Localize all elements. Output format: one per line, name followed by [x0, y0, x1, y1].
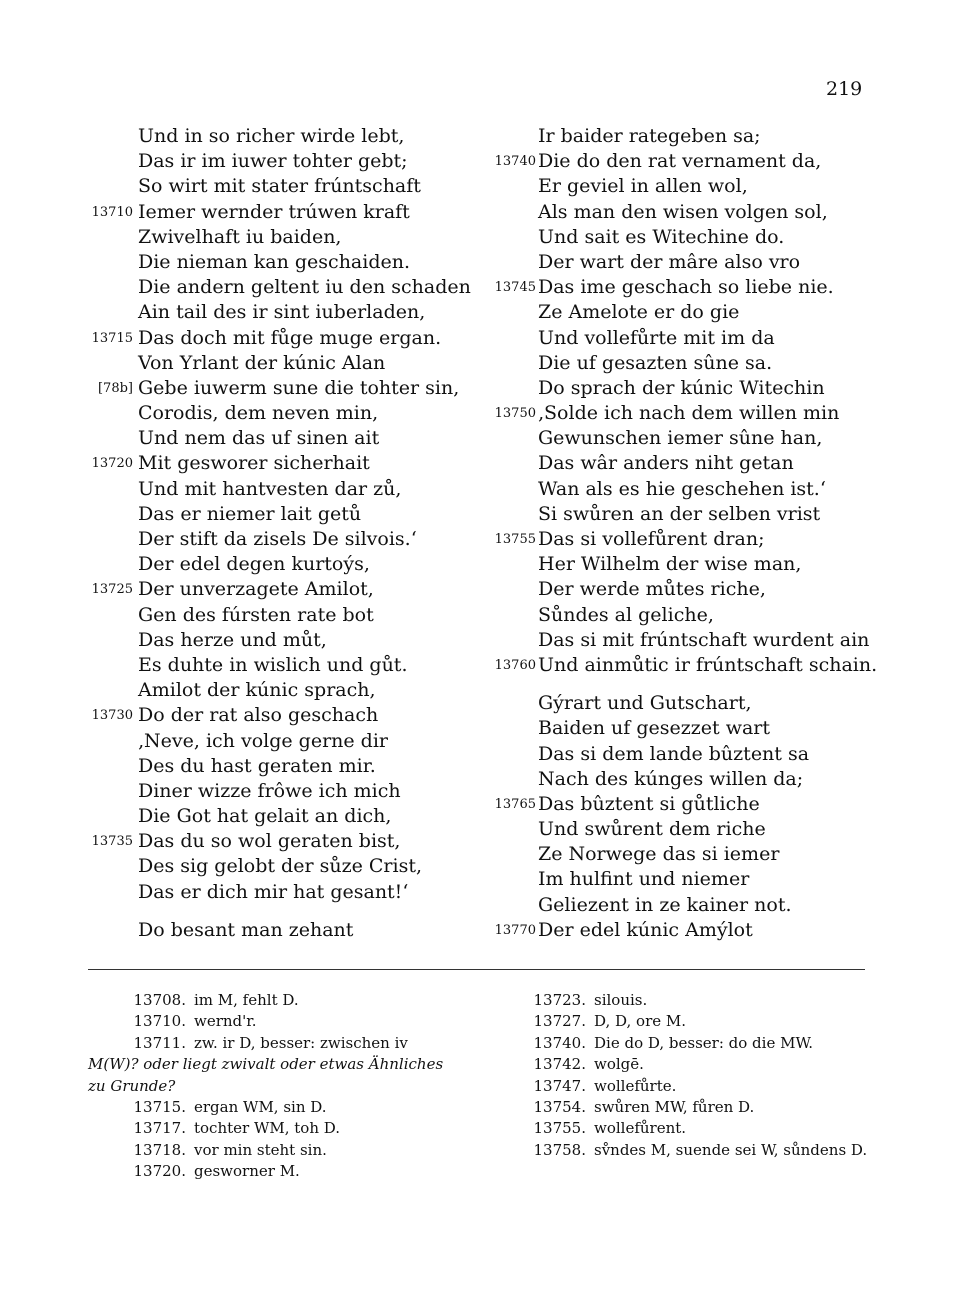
footnote-text: wolgē. — [594, 1055, 644, 1074]
verse-text: Das doch mit fůge muge ergan. — [138, 326, 442, 349]
footnote-entry — [88, 1011, 466, 1032]
verse-text: Ze Amelote er do gie — [538, 301, 740, 324]
verse-line — [480, 691, 960, 716]
verse-text: Und in so richer wirde lebt, — [138, 125, 405, 147]
line-number: [78b] — [97, 380, 133, 396]
footnote-entry — [490, 1033, 890, 1054]
verse-line — [480, 225, 960, 250]
verse-text: Das bûztent si gůtliche — [538, 792, 760, 815]
footnote-text: wollefůrent. — [594, 1119, 687, 1138]
verse-line — [480, 893, 960, 918]
verse-line — [0, 854, 480, 879]
verse-text: Die Got hat gelait an dich, — [138, 805, 392, 828]
verse-line — [0, 149, 480, 174]
footnote-line-ref: 13717. — [133, 1119, 186, 1138]
footnote-text: zw. ir D, besser: zwischen iv — [194, 1033, 408, 1052]
footnote-line-ref: 13718. — [133, 1140, 186, 1159]
verse-text: Das er niemer lait getů — [138, 502, 362, 525]
verse-text: Das ir im iuwer tohter gebt; — [138, 150, 408, 173]
verse-line — [0, 829, 480, 854]
footnote-text: sv̊ndes M, suende sei W, sůndens D. — [594, 1140, 868, 1159]
footnote-entry — [88, 1161, 466, 1182]
verse-line — [0, 451, 480, 476]
verse-line — [0, 351, 480, 376]
verse-line — [0, 124, 480, 149]
footnote-line-ref: 13711. — [133, 1033, 186, 1052]
verse-text: Das si vollefůrent dran; — [538, 528, 765, 550]
verse-line — [0, 376, 480, 401]
footnote-line-ref: 13710. — [133, 1012, 186, 1031]
verse-line — [480, 275, 960, 300]
verse-text: Der wart der mâre also vro — [538, 250, 801, 273]
verse-text: Das ime geschach so liebe nie. — [538, 276, 834, 299]
footnote-text: Die do D, besser: do die MW. — [594, 1033, 814, 1052]
verse-line — [0, 880, 480, 905]
footnote-entry — [88, 990, 466, 1011]
verse-text: Des du hast geraten mir. — [138, 754, 376, 777]
verse-line — [480, 351, 960, 376]
line-number: 13710 — [91, 204, 133, 220]
footnote-line-ref: 13715. — [133, 1098, 186, 1117]
verse-text: Do besant man zehant — [138, 918, 354, 941]
verse-text: Der edel kúnic Amýlot — [538, 918, 753, 941]
verse-line — [0, 527, 480, 552]
verse-text: Her Wilhelm der wise man, — [538, 553, 802, 576]
verse-line — [0, 918, 480, 943]
line-number: 13725 — [91, 582, 133, 598]
verse-line — [0, 275, 480, 300]
footnote-line-ref: 13740. — [533, 1033, 586, 1052]
verse-text: Si swůren an der selben vrist — [538, 502, 821, 525]
footnote-text: swůren MW, fůren D. — [594, 1098, 755, 1117]
line-number: 13735 — [91, 834, 133, 850]
verse-line — [480, 552, 960, 577]
verse-text: Und nem das uf sinen ait — [138, 427, 380, 450]
verse-text: Sůndes al geliche, — [538, 603, 714, 626]
verse-line — [480, 426, 960, 451]
verse-text: Und vollefůrte mit im da — [538, 326, 775, 349]
page-number: 219 — [826, 78, 863, 100]
verse-text: ‚Solde ich nach dem willen min — [538, 402, 840, 425]
verse-text: ‚Neve, ich volge gerne dir — [138, 729, 388, 752]
verse-text: Amilot der kúnic sprach, — [138, 679, 376, 702]
verse-line — [0, 703, 480, 728]
verse-text: Ain tail des ir sint iuberladen, — [138, 301, 426, 324]
verse-text: Der unverzagete Amilot, — [138, 578, 374, 601]
verse-line — [480, 477, 960, 502]
verse-text: Zwivelhaft iu baiden, — [138, 225, 342, 248]
verse-line — [480, 716, 960, 741]
verse-text: Das si dem lande bûztent sa — [538, 742, 810, 765]
verse-text: Baiden uf gesezzet wart — [538, 717, 771, 740]
verse-line — [480, 817, 960, 842]
verse-text: Gen des fúrsten rate bot — [138, 603, 374, 626]
verse-text: Ze Norwege das si iemer — [538, 843, 780, 866]
footnote-entry — [490, 1011, 890, 1032]
verse-text: Gewunschen iemer sûne han, — [538, 427, 823, 450]
verse-line — [480, 200, 960, 225]
verse-line — [480, 742, 960, 767]
verse-line — [480, 842, 960, 867]
verse-line — [480, 326, 960, 351]
verse-text: Das herze und můt, — [138, 628, 327, 651]
footnote-line-ref: 13755. — [533, 1119, 586, 1138]
footnote-line-ref: 13727. — [533, 1012, 586, 1031]
verse-text: Mit gesworer sicherhait — [138, 452, 370, 475]
verse-line — [480, 527, 960, 552]
verse-text: So wirt mit stater frúntschaft — [138, 175, 421, 198]
footnote-entry — [88, 1097, 466, 1118]
verse-line — [0, 678, 480, 703]
verse-line — [0, 729, 480, 754]
footnote-entry — [490, 1097, 890, 1118]
footnote-text: im M, fehlt D. — [194, 991, 299, 1009]
footnote-divider — [88, 969, 865, 970]
footnote-text: D, D, ore M. — [594, 1012, 687, 1031]
verse-line — [480, 577, 960, 602]
verse-text: Des sig gelobt der sůze Crist, — [138, 855, 422, 878]
verse-line — [0, 250, 480, 275]
verse-line — [0, 502, 480, 527]
verse-text: Es duhte in wislich und gůt. — [138, 653, 408, 676]
footnote-line-ref: 13708. — [133, 991, 186, 1009]
verse-line — [480, 502, 960, 527]
footnote-entry — [490, 1118, 890, 1139]
verse-text: Gýrart und Gutschart, — [538, 692, 752, 715]
verse-text: Die andern geltent iu den schaden — [138, 276, 471, 299]
verse-text: Das du so wol geraten bist, — [138, 830, 401, 853]
line-number: 13715 — [91, 330, 133, 346]
line-number: 13755 — [494, 532, 536, 547]
verse-text: Als man den wisen volgen sol, — [538, 200, 828, 223]
verse-line — [0, 779, 480, 804]
verse-text: Und ainmůtic ir frúntschaft schain. — [538, 653, 878, 676]
footnotes-left — [88, 990, 466, 1183]
verse-line — [480, 918, 960, 943]
verse-line — [480, 124, 960, 149]
verse-text: Gebe iuwerm sune die tohter sin, — [138, 376, 460, 399]
verse-line — [480, 792, 960, 817]
verse-column-left — [0, 124, 480, 943]
verse-line — [480, 401, 960, 426]
verse-text: Corodis, dem neven min, — [138, 402, 379, 425]
footnote-entry — [490, 1054, 890, 1075]
verse-line — [480, 174, 960, 199]
line-number: 13765 — [494, 796, 536, 812]
verse-text: Das si mit frúntschaft wurdent ain — [538, 628, 870, 651]
verse-text: Do sprach der kúnic Witechin — [538, 376, 825, 399]
footnote-text: wernd'r. — [194, 1012, 257, 1031]
line-number: 13750 — [494, 406, 536, 422]
verse-line — [0, 628, 480, 653]
verse-text: Er geviel in allen wol, — [538, 175, 748, 198]
verse-text: Und mit hantvesten dar zů, — [138, 477, 402, 500]
verse-text: Geliezent in ze kainer not. — [538, 893, 792, 916]
footnote-text: wollefůrte. — [594, 1076, 677, 1095]
verse-line — [480, 867, 960, 892]
footnote-text: M(W)? oder liegt zwivalt oder etwas Ähnliches — [88, 1055, 444, 1074]
verse-line — [480, 628, 960, 653]
verse-text: Wan als es hie geschehen ist.‘ — [538, 477, 826, 500]
footnote-text: tochter WM, toh D. — [194, 1119, 341, 1138]
line-number: 13720 — [91, 456, 133, 472]
footnote-entry — [490, 990, 890, 1011]
footnote-entry — [490, 1076, 890, 1097]
verse-line — [480, 653, 960, 678]
footnote-entry — [490, 1140, 890, 1161]
footnote-entry — [88, 1118, 466, 1139]
stanza-gap — [480, 678, 960, 691]
verse-line — [0, 200, 480, 225]
verse-line — [480, 300, 960, 325]
verse-line — [0, 174, 480, 199]
verse-line — [0, 577, 480, 602]
verse-text: Diner wizze frôwe ich mich — [138, 779, 401, 802]
verse-text: Die uf gesazten sûne sa. — [538, 351, 773, 374]
footnote-text: ergan WM, sin D. — [194, 1098, 327, 1117]
verse-line — [480, 149, 960, 174]
verse-line — [0, 225, 480, 250]
verse-text: Und swůrent dem riche — [538, 818, 766, 841]
footnote-entry — [88, 1054, 466, 1075]
verse-line — [0, 804, 480, 829]
footnote-text: gesworner M. — [194, 1162, 300, 1181]
stanza-gap — [0, 905, 480, 918]
footnote-line-ref: 13747. — [533, 1076, 586, 1095]
verse-line — [0, 603, 480, 628]
footnote-line-ref: 13723. — [533, 991, 586, 1009]
verse-text: Das wâr anders niht getan — [538, 452, 794, 475]
footnote-line-ref: 13754. — [533, 1098, 586, 1117]
verse-line — [0, 754, 480, 779]
verse-text: Die do den rat vernament da, — [538, 150, 822, 173]
verse-line — [480, 250, 960, 275]
footnote-text: vor min steht sin. — [194, 1140, 327, 1159]
verse-text: Ir baider rategeben sa; — [538, 125, 761, 147]
footnote-line-ref: 13720. — [133, 1162, 186, 1181]
verse-text: Iemer wernder trúwen kraft — [138, 200, 410, 223]
verse-line — [0, 653, 480, 678]
verse-text: Der stift da zisels De silvois.‘ — [138, 528, 417, 550]
footnote-text: zu Grunde? — [88, 1076, 176, 1095]
verse-line — [0, 401, 480, 426]
verse-text: Das er dich mir hat gesant!‘ — [138, 880, 409, 903]
line-number: 13770 — [494, 922, 536, 938]
verse-text: Der werde můtes riche, — [538, 578, 766, 601]
verse-line — [480, 603, 960, 628]
verse-text: Von Yrlant der kúnic Alan — [138, 351, 386, 374]
verse-line — [0, 477, 480, 502]
line-number: 13730 — [91, 708, 133, 724]
verse-text: Und sait es Witechine do. — [538, 225, 785, 248]
footnotes-right — [490, 990, 890, 1161]
verse-line — [0, 326, 480, 351]
verse-text: Im hulfint und niemer — [538, 868, 750, 891]
verse-text: Do der rat also geschach — [138, 704, 379, 727]
verse-text: Die nieman kan geschaiden. — [138, 250, 411, 273]
verse-column-right — [480, 124, 960, 943]
verse-text: Der edel degen kurtoýs, — [138, 553, 370, 576]
footnote-entry — [88, 1033, 466, 1054]
line-number: 13760 — [494, 657, 536, 673]
verse-line — [480, 376, 960, 401]
verse-line — [0, 300, 480, 325]
line-number: 13740 — [494, 154, 536, 170]
footnote-entry — [88, 1076, 466, 1097]
verse-text: Nach des kúnges willen da; — [538, 767, 804, 790]
footnote-line-ref: 13758. — [533, 1140, 586, 1159]
footnote-entry — [88, 1140, 466, 1161]
verse-line — [0, 552, 480, 577]
verse-line — [480, 767, 960, 792]
footnote-line-ref: 13742. — [533, 1055, 586, 1074]
verse-line — [0, 426, 480, 451]
line-number: 13745 — [494, 280, 536, 296]
verse-line — [480, 451, 960, 476]
footnote-text: silouis. — [594, 991, 648, 1009]
